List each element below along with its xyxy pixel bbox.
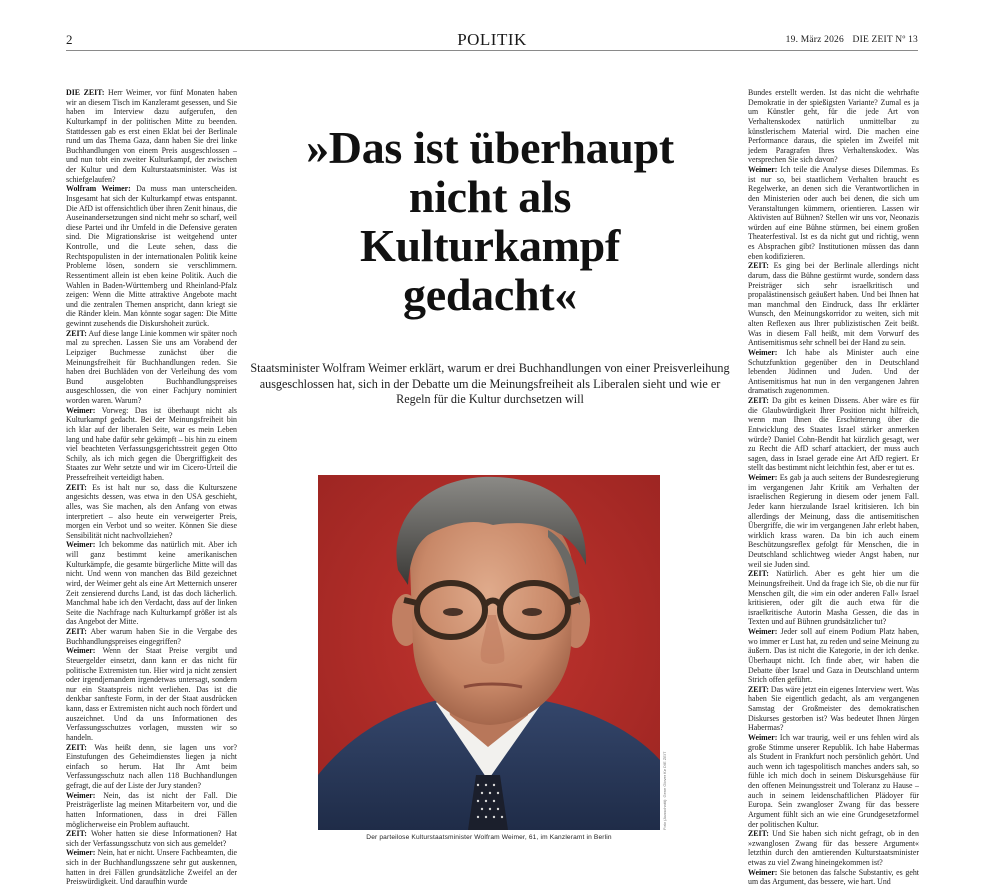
- paragraph: Bundes erstellt werden. Ist das nicht die wehrhafte Demokratie in der spießigsten Variante? Zumal es ja um Künstler geht, für die jede Art von Verhaltenskodex natürlich unmittelbar zu künstlerischem Material wird. Die machen eine Performance daraus, die spielen im Zweifel mit jedem Paragrafen Ihres Verhaltenskodex. Was versprechen Sie sich davon?: [748, 88, 919, 165]
- paragraph: ZEIT: Woher hatten sie diese Informationen? Hat sich der Verfassungsschutz von sich aus gemeldet?: [66, 829, 237, 848]
- portrait-image: [318, 475, 660, 830]
- issue-date: 19. März 2026: [785, 35, 844, 45]
- section-title: POLITIK: [457, 30, 527, 49]
- paragraph: Weimer: Nein, das ist nicht der Fall. Die Preisträgerliste lag meinen Mitarbeitern vor, und die hatten Informationen, dass in drei Fällen möglicherweise ein Problem auftaucht.: [66, 790, 237, 829]
- paragraph: ZEIT: Aber warum haben Sie in die Vergabe des Buchhandlungspreises eingegriffen?: [66, 627, 237, 646]
- page-number: 2: [66, 32, 73, 47]
- paragraph: Weimer: Ich teile die Analyse dieses Dilemmas. Es ist nur so, bei staatlichem Verhalten braucht es Regelwerke, an denen sich die Verantwortlichen in den Ministerien oder auch bei denen, die sich um Veranstaltungen kümmern, orientieren. Lassen wir Aktivisten auf Bühnen? Stellen wir uns vor, Neonazis würden auf eine Bühne stürmen, bei einem großen Theaterfestival. Ist es da nicht gut und richtig, wenn es Absprachen gibt? Institutionen müssen das dann eben kodifizieren.: [748, 165, 919, 261]
- speaker: Weimer:: [66, 790, 96, 800]
- speaker: ZEIT:: [748, 684, 769, 694]
- speaker: ZEIT:: [748, 569, 769, 579]
- speaker: Weimer:: [66, 848, 96, 858]
- subheadline: Staatsminister Wolfram Weimer erklärt, warum er drei Buchhandlungen von einer Preisverleihung ausgeschlossen hat, sich in der Debatte um die Meinungsfreiheit als Liberalen sieht und wie er Regeln für die Kultur durchsetzen will: [250, 361, 730, 407]
- left-text-column: [66, 88, 237, 887]
- paragraph: Weimer: Vorweg: Das ist überhaupt nicht als Kulturkampf gedacht. Bei der Meinungsfreiheit bin ich klar auf der liberalen Seite, war es mein Leben lang und habe dafür sehr gekämpft – bis hin zu einem viel beachteten Verfassungsgerichtsstreit gegen Otto Schily, als ich mich gegen die Übergriffigkeit des Staates zur Wehr setzte und wir im Cicero-Urteil die Pressefreiheit verteidigt haben.: [66, 405, 237, 482]
- speaker: Weimer:: [66, 540, 96, 550]
- paragraph: DIE ZEIT: Herr Weimer, vor fünf Monaten haben wir an diesem Tisch im Kanzleramt gesessen, und Sie haben im Interview dazu aufgerufen, den Kulturkampf in der politischen Mitte zu beenden. Stattdessen gab es erst einen Eklat bei der Berlinale rund um das Thema Gaza, dann haben Sie drei linke Buchhandlungen von einem Preis ausgeschlossen – und nun tobt ein zweiter Kulturkampf, der zwischen der Kultur und dem Kulturstaatsminister. Was ist schiefgelaufen?: [66, 88, 238, 184]
- paragraph: Weimer: Ich habe als Minister auch eine Schutzfunktion gegenüber den in Deutschland lebenden Jüdinnen und Juden. Und der Antisemitismus hat nun in den vergangenen Jahren dramatisch zugenommen.: [748, 347, 919, 396]
- paragraph: ZEIT: Das wäre jetzt ein eigenes Interview wert. Was haben Sie eigentlich gedacht, als am vergangenen Samstag der Großmeister des demokratischen Diskurses gestorben ist? Was bedeutet Ihnen Jürgen Habermas?: [748, 684, 919, 733]
- paragraph: ZEIT: Auf diese lange Linie kommen wir später noch mal zu sprechen. Lassen Sie uns am Vorabend der Leipziger Buchmesse zunächst über die Meinungsfreiheit für Buchhandlungen reden. Sie haben drei Buchläden von der Verleihung des vom Bund ausgelobten Buchhandlungspreises ausgeschlossen, die von einer Fachjury nominiert worden waren. Warum?: [66, 328, 237, 405]
- publication-name: DIE ZEIT Nº 13: [852, 35, 918, 45]
- paragraph: Wolfram Weimer: Da muss man unterscheiden. Insgesamt hat sich der Kulturkampf etwas entspannt. Die AfD ist offensichtlich über ihren Zenit hinaus, die Auseinandersetzungen sind nicht mehr so scharf, weil diese Partei und ihr Umfeld in die Defensive geraten sind. Die Migrationskrise ist weitgehend unter Kontrolle, und die Leute sehen, dass die Rechtspopulisten in der internationalen Politik keine Probleme lösen, sondern sie verschlimmern. Ressentiment allein ist eben keine Politik. Auch die Wahlen in Baden-Württemberg und Rheinland-Pfalz zeigen: Wenn die Mitte attraktive Angebote macht und die zentralen Themen anspricht, dann kriegt sie die Ränder klein. Man könnte sogar sagen: Die Mitte gewinnt zusehends die Diskurshoheit zurück.: [66, 184, 237, 328]
- speaker: ZEIT:: [66, 829, 87, 839]
- photo-credit: Foto (Ausschnitt): Gene Glover für DIE ZEIT: [662, 751, 667, 830]
- paragraph: ZEIT: Es ging bei der Berlinale allerdings nicht darum, dass die Bühne gestürmt wurde, sondern dass Preisträger sich sehr israelkritisch und propalästinensisch geäußert haben. Und bei Ihnen hat man manchmal den Eindruck, dass Ihr erklärter Wunsch, den Meinungskorridor zu weiten, sich mit alten Reflexen aus Ihrer publizistischen Zeit beißt. Was in diesem Fall heißt, mit dem Vorwurf des Antisemitismus sehr schnell bei der Hand zu sein.: [748, 261, 919, 348]
- page-header: [66, 30, 918, 51]
- speaker: Weimer:: [748, 732, 778, 742]
- paragraph: ZEIT: Es ist halt nur so, dass die Kulturszene angesichts dessen, was etwa in den USA geschieht, alles, was Sie machen, als den Anfang von etwas interpretiert – also heute ein verweigerter Preis, morgen ein Verbot und so weiter. Können Sie diese Sensibilität nicht nachvollziehen?: [66, 482, 237, 540]
- right-text-column: [748, 88, 919, 887]
- headline-line: »Das ist überhaupt: [306, 121, 674, 173]
- speaker: DIE ZEIT:: [66, 88, 105, 97]
- speaker: Weimer:: [748, 627, 778, 636]
- paragraph: Weimer: Jeder soll auf einem Podium Platz haben, wo immer er Lust hat, zu reden und seine Meinung zu äußern. Das ist nicht die Kategorie, in der ich denke. Überhaupt nicht. Ich finde aber, wir haben die Debatte über Israel und Gaza in Deutschland unterm Strich offen geführt.: [748, 627, 919, 685]
- photo-caption: Der parteilose Kulturstaatsminister Wolfram Weimer, 61, im Kanzleramt in Berlin: [366, 834, 612, 841]
- paragraph: Weimer: Nein, hat er nicht. Unsere Fachbeamten, die sich in der Buchhandlungsszene sehr gut auskennen, hatten in drei Fällen grundsätzliche Zweifel an der Preiswürdigkeit. Und daraufhin wurde: [66, 848, 237, 887]
- portrait-photo: [318, 475, 660, 830]
- speaker: Weimer:: [748, 473, 778, 482]
- speaker: Weimer:: [748, 347, 778, 357]
- speaker: Weimer:: [66, 646, 96, 656]
- paragraph: ZEIT: Da gibt es keinen Dissens. Aber wäre es für die Glaubwürdigkeit Ihrer Position nicht hilfreich, wenn man Ihnen die Erschütterung über die Entwicklung des Staates Israel stärker anmerken würde? Daniel Cohn-Bendit hat kürzlich gesagt, wer zu Recht die AfD scharf attackiert, der muss auch sagen, dass in Israel gerade eine Art AfD regiert. Er stellt das bestimmt nicht leichthin fest, aber er tut es.: [748, 396, 919, 473]
- issue-info: [786, 35, 918, 45]
- paragraph: Weimer: Ich war traurig, weil er uns fehlen wird als große Stimme unserer Republik. Ich habe Habermas als Student in Frankfurt noch persönlich gehört. Und auch wenn ich tagespolitisch manches anders sah, so fühle ich mich doch in seinem Diskursgehäuse für den offenen Meinungsstreit und Toleranz zu Hause – auch in seinem leidenschaftlichen Plädoyer für Europa. Sein zwangloser Zwang für das bessere Argument fühlt sich an wie eine Grundgesetzformel der politischen Kultur.: [748, 732, 919, 829]
- speaker: Weimer:: [748, 867, 778, 877]
- speaker: ZEIT:: [748, 261, 769, 271]
- speaker: ZEIT:: [66, 742, 87, 752]
- headline-line: nicht als: [408, 170, 572, 222]
- paragraph: ZEIT: Natürlich. Aber es geht hier um die Meinungsfreiheit. Und da frage ich Sie, ob die nur für Menschen gilt, die »im ein oder anderen Fall« Israel kritisieren, oder gilt die auch etwa für die israelkritische Autorin Masha Gessen, die das in Texten und auf Bühnen grundsätzlicher tut?: [748, 569, 919, 627]
- headline: [262, 123, 718, 319]
- speaker: ZEIT:: [66, 482, 87, 492]
- speaker: ZEIT:: [66, 328, 87, 338]
- speaker: Weimer:: [748, 165, 778, 174]
- paragraph: ZEIT: Was heißt denn, sie lagen uns vor? Einstufungen des Geheimdienstes liegen ja nicht einfach so herum. Hat Ihr Amt beim Verfassungsschutz nach allen 118 Buchhandlungen gefragt, die auf der Liste der Jury standen?: [66, 742, 237, 790]
- headline-line: Kulturkampf: [360, 219, 620, 271]
- paragraph: Weimer: Es gab ja auch seitens der Bundesregierung im vergangenen Jahr Kritik am Verhalten der israelischen Regierung in diesem oder jenem Fall. Jeder kann hierzulande Israel kritisieren. Ich bin allerdings der Meinung, dass die antisemitischen Übergriffe, die wir im vergangenen Jahr erlebt haben, wirklich krass waren. Da bin ich auch einem Beschützungsreflex gefolgt für Menschen, die in Deutschland schlichtweg wieder Angst haben, nur weil sie Juden sind.: [748, 473, 919, 569]
- speaker: Wolfram Weimer:: [66, 184, 131, 194]
- speaker: Weimer:: [66, 405, 96, 415]
- speaker: ZEIT:: [66, 627, 87, 636]
- headline-line: gedacht«: [403, 268, 577, 320]
- speaker: ZEIT:: [748, 829, 769, 839]
- speaker: ZEIT:: [748, 396, 769, 405]
- paragraph: Weimer: Sie betonen das falsche Substantiv, es geht um das Argument, das bessere, wie hart. Und: [748, 867, 919, 887]
- paragraph: Weimer: Wenn der Staat Preise vergibt und Steuergelder einsetzt, dann kann er das nicht für politische Extremisten tun. Hier wird ja nicht zensiert oder irgendjemandem irgendetwas untersagt, sondern nur ein Staatspreis nicht verliehen. Das ist die denkbar sanfteste Form, in der der Staat ausdrücken kann, dass er Extremisten nicht auch noch fördert und auszeichnet. Und da uns Informationen des Verfassungsschutzes vorlagen, mussten wir so handeln.: [66, 646, 237, 742]
- paragraph: Weimer: Ich bekomme das natürlich mit. Aber ich will ganz bestimmt keine amerikanischen Kulturkämpfe, die gesamte bürgerliche Mitte will das nicht. Und wenn von manchen das Bild gezeichnet wird, der Weimer geht als eine Art Metternich unserer Zeit zensierend durchs Land, ist das doch lächerlich. Manchmal habe ich den Verdacht, dass auf der linken Seite die Nachfrage nach Kulturkampf größer ist als das Angebot der Mitte.: [66, 540, 237, 627]
- paragraph: ZEIT: Und Sie haben sich nicht gefragt, ob in den »zwanglosen Zwang für das bessere Argument« letzthin durch den amtierenden Kulturstaatsminister etwas zu viel Zwang hineingekommen ist?: [748, 829, 919, 867]
